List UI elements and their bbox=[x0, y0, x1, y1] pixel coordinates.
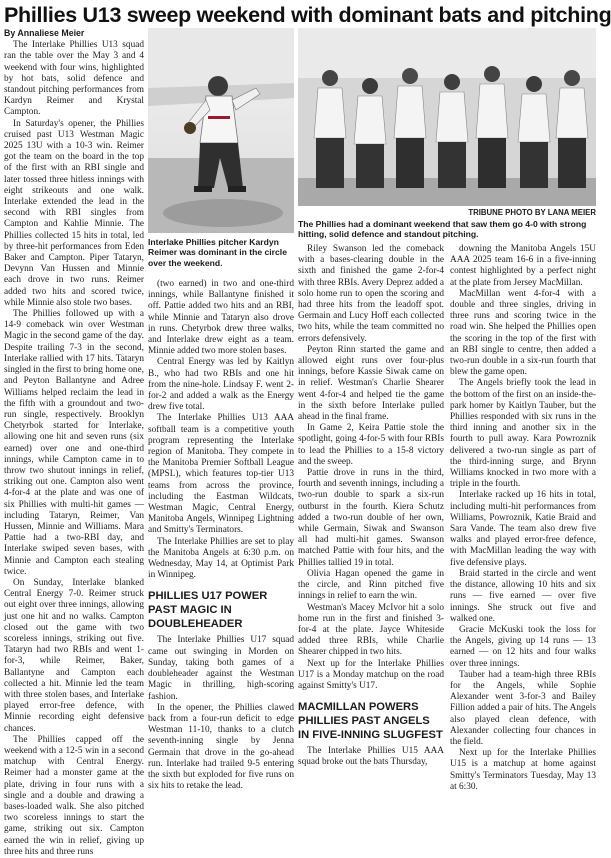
paragraph: In Saturday's opener, the Phillies cruised past U13 Westman Magic 2025 13U with a 10-3 win. Reimer got the team on the board in the top of the first with an RBI single and later tossed three hitless innings with eight strikeouts and one walk. Interlake extended the lead in the second with RBI singles from Campton and Kahlie Minnie. The Phillies collected 15 hits in total, led by three-hit performances from Eden Baker and Campton. Piper Tataryn, Devynn Van Hussen and Minnie each drove in two runs. Reimer added two hits and scored twice, while Minnie also stole two bases. bbox=[4, 118, 144, 308]
paragraph: Tauber had a team-high three RBIs for the Angels, while Sophie Alexander went 3-for-3 and Bailey Fillion added a pair of hits. The Angels also played clean defence, with Alexander collecting four chances in the field. bbox=[450, 669, 596, 747]
paragraph: MacMillan went 4-for-4 with a double and three singles, driving in three runs and scoring twice in the road win. She helped the Phillies open the scoring in the top of the first with an RBI single to centre, then added a two-run double in a six-run fourth that blew the game open. bbox=[450, 288, 596, 378]
photo-team-credit: TRIBUNE PHOTO BY LANA MEIER bbox=[468, 208, 596, 217]
paragraph: Westman's Macey McIvor hit a solo home run in the first and finished 3-for-4 at the plate. Jayce Whiteside added three RBIs, while Charlie Shearer chipped in two hits. bbox=[298, 602, 444, 658]
paragraph: Olivia Hagan opened the game in the circle, and Rinn pitched five innings in relief to earn the win. bbox=[298, 568, 444, 602]
paragraph: The Interlake Phillies U17 squad came out swinging in Morden on Sunday, taking both games of a doubleheader against the Westman Magic in thrilling, high-scoring fashion. bbox=[148, 635, 294, 702]
paragraph: Central Energy was led by Kaitlyn B., who had two RBIs and one hit from the nine-hole. Lindsay F. went 2-for-2 and added a walk as the Energy drew five total. bbox=[148, 357, 294, 413]
subhead-u15: MACMILLAN POWERS PHILLIES PAST ANGELS IN FIVE-INNING SLUGFEST bbox=[298, 701, 443, 742]
paragraph: Braid started in the circle and went the distance, allowing 10 hits and six runs — five earned — over five innings. She struck out five and walked one. bbox=[450, 568, 596, 624]
column-2 bbox=[148, 279, 294, 792]
photo-pitcher-caption: Interlake Phillies pitcher Kardyn Reimer was dominant in the circle over the weekend. bbox=[148, 237, 287, 268]
paragraph: Next up for the Interlake Phillies U17 is a Monday matchup on the road against Smitty's U17. bbox=[298, 658, 444, 691]
paragraph: Interlake racked up 16 hits in total, including multi-hit performances from Williams, Powroznik, Katie Braid and Sara Vande. The team also drew five walks and played error-free defence, with MacMillan leading the way with five defensive plays. bbox=[450, 490, 596, 568]
column-4 bbox=[450, 244, 596, 792]
photo-team-image bbox=[298, 28, 596, 206]
paragraph: (two earned) in two and one-third innings, while Ballantyne finished it off. Pattie added two hits and an RBI, while Minnie and Tataryn also drove in runs. Chetyrbok drew three walks, and Interlake drew eight as a team. Minnie added two more stolen bases. bbox=[148, 279, 294, 357]
paragraph: The Angels briefly took the lead in the bottom of the first on an inside-the-park homer by Kaitlyn Tauber, but the Phillies responded with six runs in the third inning and another six in the fourth to pull away. Kara Powroznik delivered a two-run single as part of the third-inning surge, and Brynn Williams knocked in two more with a triple in the fourth. bbox=[450, 378, 596, 490]
headline: Phillies U13 sweep weekend with dominant bats and pitching bbox=[4, 3, 611, 27]
paragraph: Pattie drove in runs in the third, fourth and seventh innings, including a two-run double to spark a six-run outburst in the fourth. Kiera Schutz added a two-run double of her own, while Germain, Siwak and Swanson all had multi-hit games. Swanson matched Pattie with four hits, and the Phillies tallied 19 in total. bbox=[298, 468, 444, 568]
paragraph: In the opener, the Phillies clawed back from a four-run deficit to edge Westman 11-10, thanks to a clutch seventh-inning single by Jenna Germain that drove in the go-ahead run. Interlake had trailed 9-5 entering the sixth but exploded for five runs on six hits to retake the lead. bbox=[148, 702, 294, 792]
col1-body bbox=[4, 40, 144, 858]
photo-team-caption: The Phillies had a dominant weekend that saw them go 4-0 with strong hitting, solid defence and standout pitching. bbox=[298, 219, 587, 240]
paragraph: The Phillies capped off the weekend with a 12-5 win in a second matchup with Central Energy. Reimer had a monster game at the plate, driving in four runs with a single and a double and drawing a bases-loaded walk. She also pitched two scoreless innings to start the game, striking out six. Campton earned the win in relief, giving up three hits and three runs bbox=[4, 734, 144, 857]
col2-body bbox=[148, 279, 294, 581]
col2b-body bbox=[148, 635, 294, 792]
paragraph: downing the Manitoba Angels 15U AAA 2025 team 16-6 in a five-inning contest highlighted by a perfect night at the plate from Jersey MacMillan. bbox=[450, 244, 596, 288]
paragraph: Next up for the Interlake Phillies U15 is a matchup at home against Smitty's Terminators Tuesday, May 13 at 6:30. bbox=[450, 748, 596, 792]
paragraph: Peyton Rinn started the game and allowed eight runs over four-plus innings, before Kassie Siwak came on in relief. Westman's Charlie Shearer went 4-for-4 and helped tie the game in the sixth before Interlake pulled ahead in the final frame. bbox=[298, 344, 444, 423]
paragraph: The Interlake Phillies U13 AAA softball team is a competitive youth program representing the Interlake region of Manitoba. They compete in the Manitoba Premier Softball League (MPSL), which features top-tier U13 teams from across the province, including the Eastman Wildcats, Westman Magic, Central Energy, Manitoba Angels, Winnipeg Lightning and Smitty's Terminators. bbox=[148, 413, 294, 536]
photo-pitcher bbox=[148, 28, 294, 233]
col3-body bbox=[298, 244, 444, 692]
col3b-body bbox=[298, 746, 444, 768]
paragraph: On Sunday, Interlake blanked Central Energy 7-0. Reimer struck out eight over three innings, allowing just one hit and no walks. Campton closed out the game with two scoreless innings, striking out five. Tataryn had two RBIs and went 1-for-3, while Reimer, Baker, Ballantyne and Campton each collected a hit. Minnie led the team with three stolen bases, and Interlake played error-free defence, with Minnie recording eight defensive chances. bbox=[4, 577, 144, 734]
paragraph: In Game 2, Keira Pattie stole the spotlight, going 4-for-5 with four RBIs to lead the Phillies to a 15-8 victory and the sweep. bbox=[298, 423, 444, 467]
column-3 bbox=[298, 244, 444, 768]
paragraph: The Interlake Phillies are set to play the Manitoba Angels at 6:30 p.m. on Wednesday, May 14, at Optimist Park in Winnipeg. bbox=[148, 536, 294, 581]
paragraph: The Interlake Phillies U15 AAA squad broke out the bats Thursday, bbox=[298, 746, 444, 768]
paragraph: The Interlake Phillies U13 squad ran the table over the May 3 and 4 weekend with four wins, highlighted by hot bats, solid defence and standout pitching performances from Kardyn Reimer and Krystal Campton. bbox=[4, 40, 144, 118]
paragraph: The Phillies followed up with a 14-9 comeback win over Westman Magic in the second game of the day. Despite trailing 7-3 in the second, Interlake rallied with 17 hits. Tataryn singled in the first to bring home one, and Peyton Ballantyne and Adree Williams helped reclaim the lead in the fifth with a groundout and two-run single, respectively. Brooklyn Chetyrbok started for Interlake, allowing one hit and seven runs (six earned) over one and one-third innings, while Campton came in to throw two shutout innings in relief, striking out one. Campton also went 4-for-4 at the plate and was one of six Phillies with multi-hit games — including Tataryn, Reimer, Van Hussen, Minnie and Williams. Mara Pattie had a two-RBI day, and Interlake swiped seven bases, with Minnie and Campton each stealing twice. bbox=[4, 309, 144, 577]
byline: By Annaliese Meier bbox=[4, 28, 85, 38]
col4-body bbox=[450, 244, 596, 793]
subhead-u17: PHILLIES U17 POWER PAST MAGIC IN DOUBLEHEADER bbox=[148, 590, 268, 631]
column-1 bbox=[4, 28, 144, 857]
photo-team bbox=[298, 28, 596, 206]
paragraph: Riley Swanson led the comeback with a bases-clearing double in the sixth and finished the game 2-for-4 with three RBIs. Avery Deprez added a solo home run to open the scoring and had three hits from the leadoff spot. Germain and Lucy Hoff each collected two hits, while the team committed no errors defensively. bbox=[298, 244, 444, 344]
paragraph: Gracie McKuski took the loss for the Angels, giving up 14 runs — 13 earned — on 12 hits and four walks over three innings. bbox=[450, 624, 596, 669]
photo-pitcher-image bbox=[148, 28, 294, 233]
